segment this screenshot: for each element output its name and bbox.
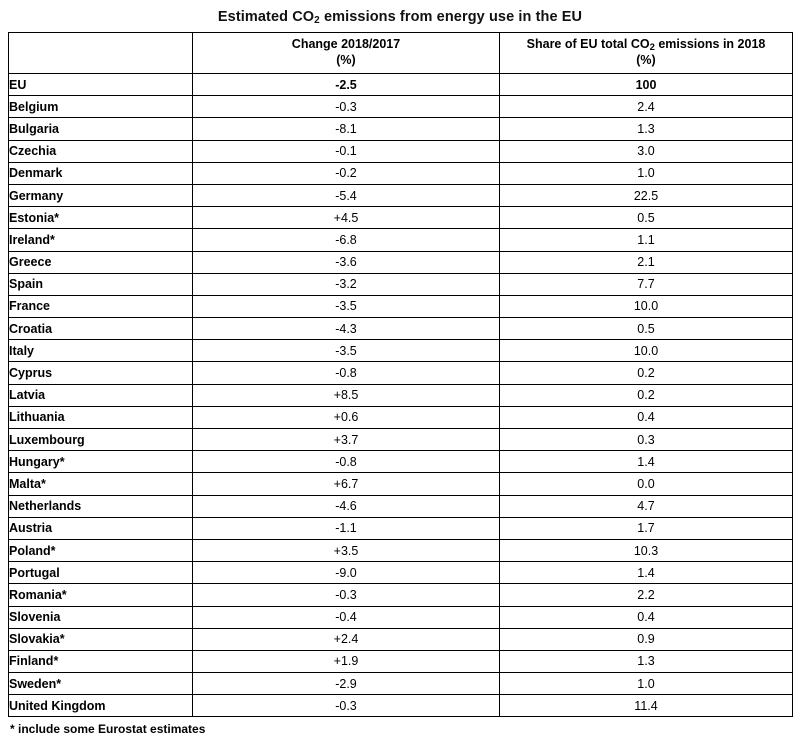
table-row (9, 406, 793, 428)
cell-share: 0.5 (500, 207, 793, 229)
cell-change: +3.7 (193, 429, 500, 451)
cell-share: 0.3 (500, 429, 793, 451)
cell-share: 22.5 (500, 184, 793, 206)
cell-change: +0.6 (193, 406, 500, 428)
cell-change: -4.3 (193, 318, 500, 340)
cell-change: -3.6 (193, 251, 500, 273)
table-row (9, 650, 793, 672)
cell-change: -0.3 (193, 96, 500, 118)
column-header-change (193, 33, 500, 74)
cell-share: 0.9 (500, 628, 793, 650)
cell-country: Denmark (9, 162, 193, 184)
cell-share: 0.2 (500, 362, 793, 384)
cell-share: 2.1 (500, 251, 793, 273)
cell-change: -9.0 (193, 562, 500, 584)
cell-change: -1.1 (193, 517, 500, 539)
cell-share: 3.0 (500, 140, 793, 162)
table-row (9, 207, 793, 229)
cell-country: Cyprus (9, 362, 193, 384)
cell-country: Germany (9, 184, 193, 206)
cell-share: 1.3 (500, 650, 793, 672)
cell-share: 1.0 (500, 673, 793, 695)
cell-share: 2.2 (500, 584, 793, 606)
cell-change: +2.4 (193, 628, 500, 650)
cell-country: EU (9, 74, 193, 96)
table-row (9, 251, 793, 273)
cell-country: Portugal (9, 562, 193, 584)
title-text-after: emissions from energy use in the EU (319, 9, 583, 25)
cell-country: Italy (9, 340, 193, 362)
cell-country: France (9, 295, 193, 317)
title-subscript: 2 (314, 15, 320, 26)
cell-change: -6.8 (193, 229, 500, 251)
cell-country: Croatia (9, 318, 193, 340)
cell-change: -5.4 (193, 184, 500, 206)
table-footnote: * include some Eurostat estimates (10, 722, 206, 736)
table-row (9, 539, 793, 561)
column-header-share-line2: (%) (636, 53, 656, 67)
cell-share: 0.0 (500, 473, 793, 495)
cell-country: Greece (9, 251, 193, 273)
table-row (9, 184, 793, 206)
cell-change: -2.5 (193, 74, 500, 96)
table-row (9, 473, 793, 495)
emissions-table (8, 32, 793, 717)
cell-change: -0.1 (193, 140, 500, 162)
table-row (9, 584, 793, 606)
cell-country: Belgium (9, 96, 193, 118)
cell-country: United Kingdom (9, 695, 193, 717)
table-body (9, 74, 793, 717)
cell-share: 1.4 (500, 562, 793, 584)
cell-share: 1.4 (500, 451, 793, 473)
table-row (9, 451, 793, 473)
table-row (9, 628, 793, 650)
cell-country: Estonia* (9, 207, 193, 229)
title-text-before: Estimated CO (217, 9, 315, 25)
table-row (9, 118, 793, 140)
table-row (9, 362, 793, 384)
cell-country: Sweden* (9, 673, 193, 695)
table-row (9, 606, 793, 628)
table-row (9, 74, 793, 96)
cell-share: 7.7 (500, 273, 793, 295)
cell-share: 0.2 (500, 384, 793, 406)
cell-share: 0.4 (500, 406, 793, 428)
cell-country: Ireland* (9, 229, 193, 251)
cell-change: -8.1 (193, 118, 500, 140)
cell-change: -0.4 (193, 606, 500, 628)
cell-change: +8.5 (193, 384, 500, 406)
cell-country: Bulgaria (9, 118, 193, 140)
column-header-change-line2: (%) (336, 53, 356, 67)
column-header-share-after: emissions in 2018 (654, 37, 766, 52)
table-row (9, 295, 793, 317)
cell-share: 10.0 (500, 295, 793, 317)
cell-country: Malta* (9, 473, 193, 495)
table-row (9, 495, 793, 517)
cell-share: 100 (500, 74, 793, 96)
cell-share: 4.7 (500, 495, 793, 517)
cell-share: 1.0 (500, 162, 793, 184)
cell-share: 1.3 (500, 118, 793, 140)
cell-share: 1.1 (500, 229, 793, 251)
cell-country: Czechia (9, 140, 193, 162)
table-row (9, 273, 793, 295)
cell-change: -0.2 (193, 162, 500, 184)
cell-country: Slovenia (9, 606, 193, 628)
cell-change: -3.2 (193, 273, 500, 295)
table-header-row (9, 33, 793, 74)
table-row (9, 562, 793, 584)
cell-change: +6.7 (193, 473, 500, 495)
cell-change: -0.8 (193, 362, 500, 384)
column-header-share (500, 33, 793, 74)
table-row (9, 162, 793, 184)
column-header-share-subscript: 2 (649, 42, 655, 54)
cell-country: Romania* (9, 584, 193, 606)
cell-country: Netherlands (9, 495, 193, 517)
cell-share: 0.4 (500, 606, 793, 628)
table-row (9, 517, 793, 539)
cell-country: Poland* (9, 539, 193, 561)
cell-change: -2.9 (193, 673, 500, 695)
cell-change: -0.8 (193, 451, 500, 473)
cell-share: 10.3 (500, 539, 793, 561)
table-row (9, 229, 793, 251)
table-row (9, 340, 793, 362)
table-row (9, 673, 793, 695)
table-row (9, 384, 793, 406)
table-row (9, 318, 793, 340)
table-row (9, 96, 793, 118)
cell-change: -0.3 (193, 695, 500, 717)
table-row (9, 429, 793, 451)
cell-share: 2.4 (500, 96, 793, 118)
cell-change: -3.5 (193, 295, 500, 317)
page-title (8, 9, 792, 25)
table-row (9, 140, 793, 162)
cell-change: +3.5 (193, 539, 500, 561)
cell-change: -0.3 (193, 584, 500, 606)
cell-change: +1.9 (193, 650, 500, 672)
cell-change: -3.5 (193, 340, 500, 362)
column-header-change-line1: Change 2018/2017 (291, 37, 401, 52)
cell-share: 0.5 (500, 318, 793, 340)
column-header-share-before: Share of EU total CO (526, 37, 650, 52)
cell-share: 1.7 (500, 517, 793, 539)
cell-country: Hungary* (9, 451, 193, 473)
column-header-country (9, 33, 193, 74)
cell-share: 11.4 (500, 695, 793, 717)
cell-country: Lithuania (9, 406, 193, 428)
cell-share: 10.0 (500, 340, 793, 362)
cell-change: -4.6 (193, 495, 500, 517)
cell-change: +4.5 (193, 207, 500, 229)
table-row (9, 695, 793, 717)
cell-country: Slovakia* (9, 628, 193, 650)
cell-country: Austria (9, 517, 193, 539)
cell-country: Finland* (9, 650, 193, 672)
cell-country: Latvia (9, 384, 193, 406)
cell-country: Luxembourg (9, 429, 193, 451)
cell-country: Spain (9, 273, 193, 295)
